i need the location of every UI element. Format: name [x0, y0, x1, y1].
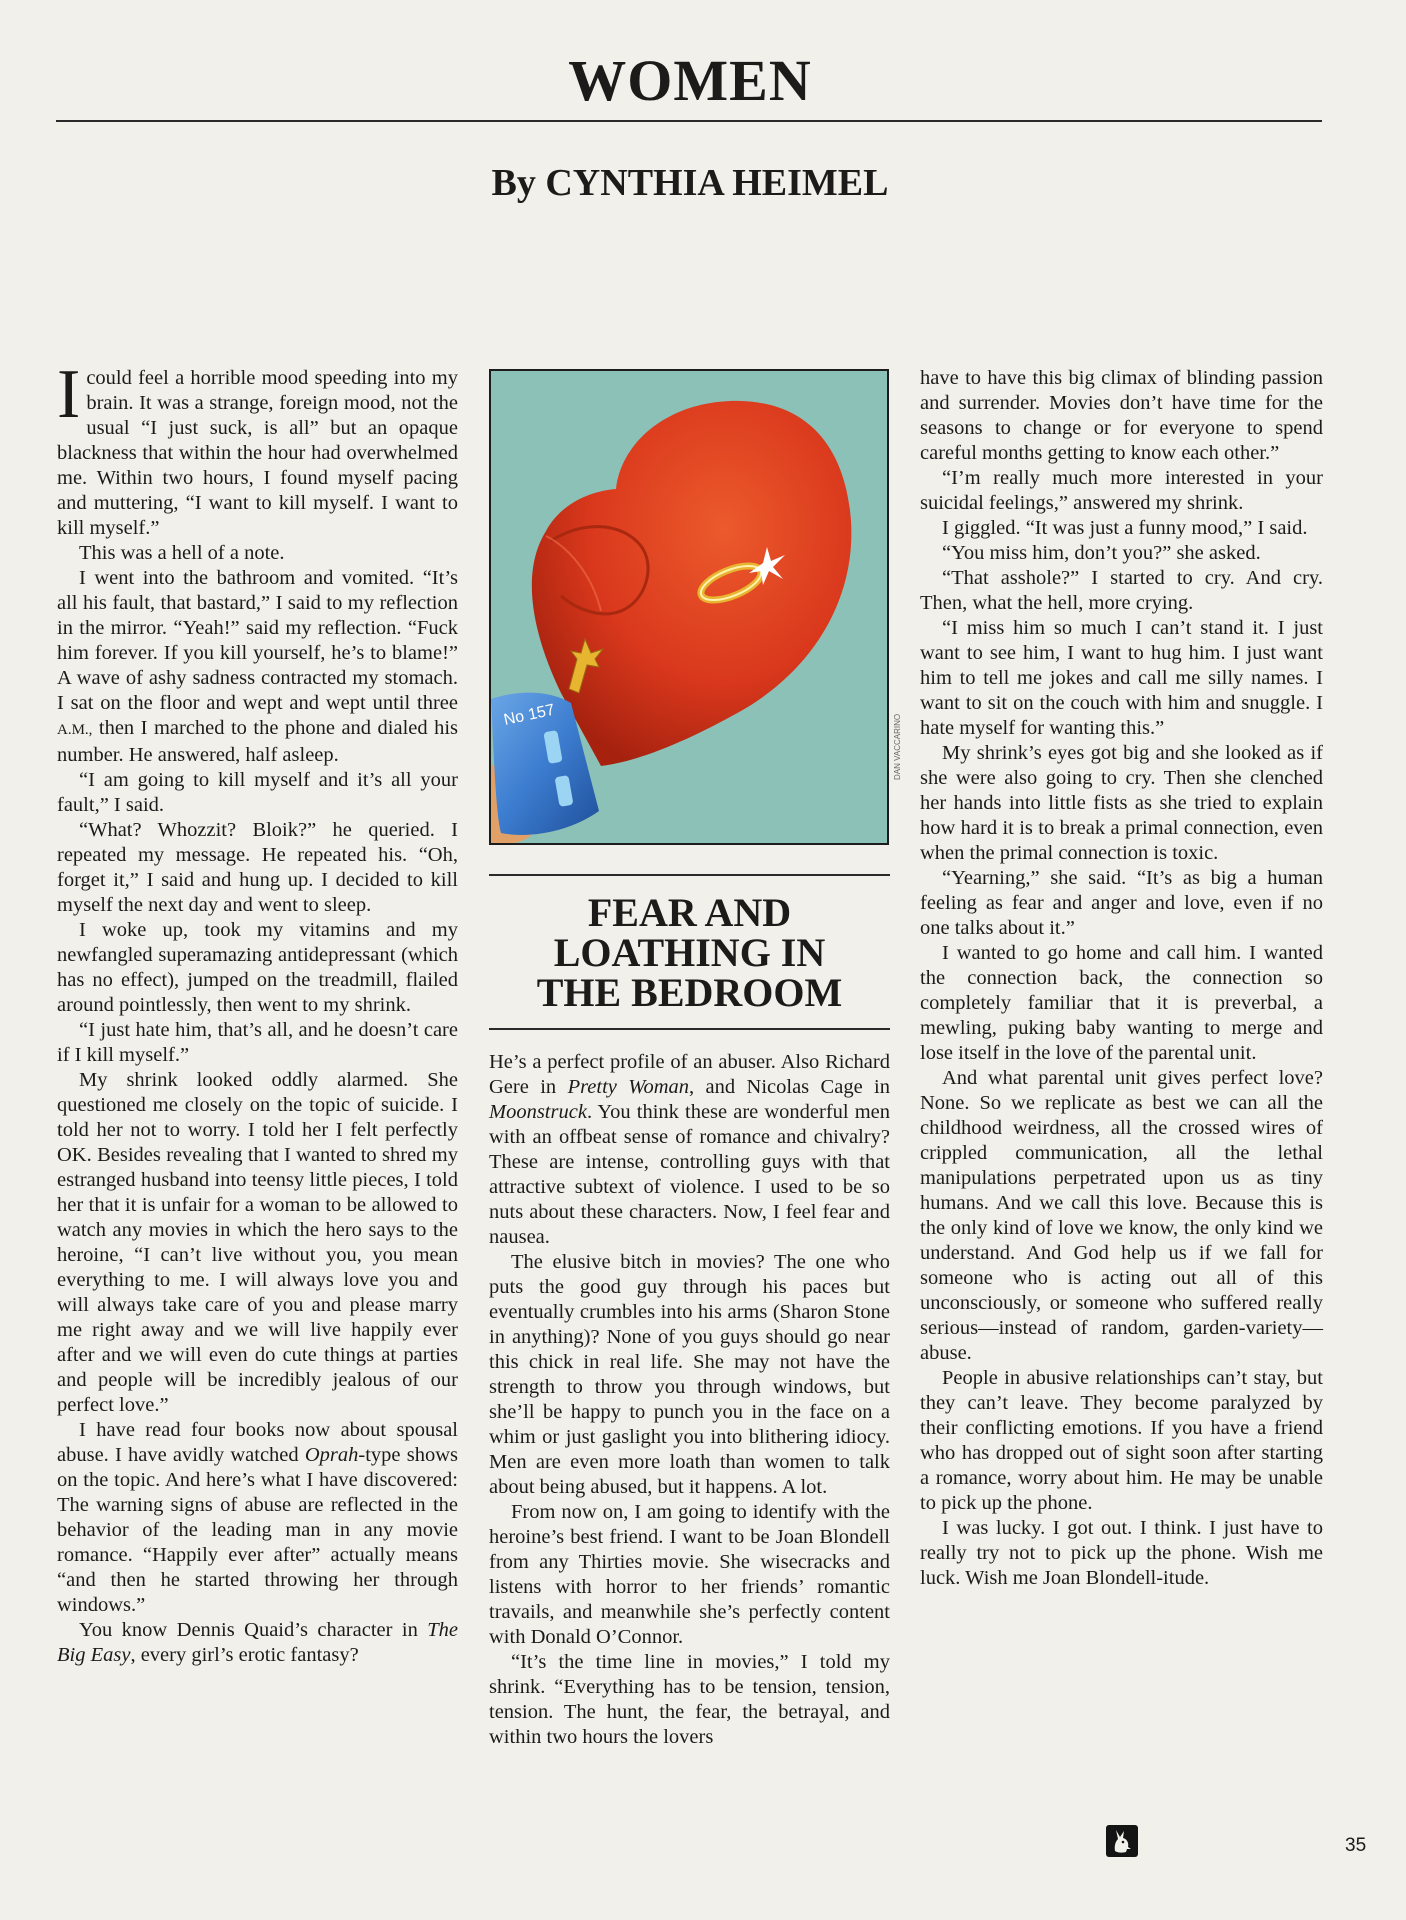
paragraph: This was a hell of a note. — [79, 542, 285, 564]
paragraph: have to have this big climax of blinding passion and surrender. Movies don’t have time for the seasons to change or for everyone to spend careful months getting to know each other.” — [920, 367, 1323, 464]
paragraph: I woke up, took my vitamins and my newfangled superamazing antidepressant (which has no effect), jumped on the treadmill, flailed around pointlessly, then went to my shrink. — [57, 919, 458, 1016]
paragraph: “I am going to kill myself and it’s all your fault,” I said. — [57, 769, 458, 816]
header-rule — [56, 120, 1322, 122]
paragraph: “What? Whozzit? Bloik?” he queried. I repeated my message. He repeated his. “Oh, forget it,” I said and hung up. I decided to kill myself the next day and went to sleep. — [57, 819, 458, 916]
boxing-glove-illustration — [489, 369, 889, 845]
headline-rule-top — [489, 874, 890, 876]
right-column — [920, 366, 1323, 1591]
paragraph: I giggled. “It was just a funny mood,” I said. — [942, 517, 1308, 539]
paragraph: “I’m really much more interested in your suicidal feelings,” answered my shrink. — [920, 467, 1323, 514]
byline: By CYNTHIA HEIMEL — [491, 162, 889, 204]
paragraph: People in abusive relationships can’t stay, but they can’t leave. They become paralyzed by their conflicting emotions. If you have a friend who has dropped out of sight soon after starting a romance, worry about him. He may be unable to pick up the phone. — [920, 1367, 1323, 1514]
paragraph: “That asshole?” I started to cry. And cry. Then, what the hell, more crying. — [920, 567, 1323, 614]
paragraph: “I just hate him, that’s all, and he doesn’t care if I kill myself.” — [57, 1019, 458, 1066]
paragraph: I wanted to go home and call him. I wanted the connection back, the connection so completely familiar that it is preverbal, a mewling, puking baby wanting to merge and lose itself in the love of the parental unit. — [920, 942, 1323, 1064]
illustration-credit: DAN VACCARINO — [893, 713, 902, 780]
paragraph: I have read four books now about spousal abuse. I have avidly watched Oprah-type shows on the topic. And here’s what I have discovered: The warning signs of abuse are reflected in the behavior of the leading man in any movie romance. “Happily ever after” actually means “and then he started throwing her through windows.” — [57, 1419, 458, 1616]
paragraph: And what parental unit gives perfect love? None. So we replicate as best we can all the childhood weirdness, all the crossed wires of crippled communication, all the lethal manipulations perpetrated upon us as tiny humans. And we call this love. Because this is the only kind of love we know, the only kind we understand. And God help us if we fall for someone who is acting out all of this unconsciously, or someone who suffered really serious—instead of random, garden-variety—abuse. — [920, 1067, 1323, 1364]
paragraph: You know Dennis Quaid’s character in The Big Easy, every girl’s erotic fantasy? — [57, 1619, 459, 1666]
headline-rule-bottom — [489, 1028, 890, 1030]
left-column — [57, 356, 459, 1668]
page-number: 35 — [1345, 1835, 1367, 1856]
section-title: WOMEN — [568, 48, 812, 113]
paragraph: My shrink’s eyes got big and she looked as if she were also going to cry. Then she clenched her hands into little fists as she tried to explain how hard it is to break a primal connection, even when the primal connection is toxic. — [920, 742, 1323, 864]
middle-column — [489, 1050, 890, 1750]
paragraph: I went into the bathroom and vomited. “It’s all his fault, that bastard,” I said to my reflection in the mirror. “Yeah!” said my reflection. “Fuck him forever. If you kill yourself, he’s to blame!” A wave of ashy sadness contracted my stomach. I sat on the floor and wept and wept until three A.M., then I marched to the phone and dialed his number. He answered, half asleep. — [57, 567, 459, 766]
paragraph: I was lucky. I got out. I think. I just have to really try not to pick up the phone. Wish me luck. Wish me Joan Blondell-itude. — [920, 1517, 1323, 1589]
boxing-glove-with-halo-icon — [491, 371, 887, 843]
paragraph: From now on, I am going to identify with the heroine’s best friend. I want to be Joan Blondell from any Thirties movie. She wisecracks and listens with horror to her friends’ romantic travails, and meanwhile she’s perfectly content with Donald O’Connor. — [489, 1501, 890, 1648]
paragraph: “It’s the time line in movies,” I told my shrink. “Everything has to be tension, tension, tension. The hunt, the fear, the betrayal, and within two hours the lovers — [489, 1651, 890, 1748]
paragraph: “You miss him, don’t you?” she asked. — [942, 542, 1261, 564]
opening-paragraph: I could feel a horrible mood speeding into my brain. It was a strange, foreign mood, not the usual “I just suck, is all” but an opaque blackness that within the hour had overwhelmed me. Within two hours, I found myself pacing and muttering, “I want to kill myself. I want to kill myself.” — [57, 356, 458, 539]
cuff-label: No 157 — [502, 701, 557, 729]
paragraph: “I miss him so much I can’t stand it. I just want to see him, I want to hug him. I just want him to tell me jokes and call me silly names. I want to sit on the couch with him and snuggle. I hate myself for wanting this.” — [920, 617, 1323, 739]
paragraph: The elusive bitch in movies? The one who puts the good guy through his paces but eventually crumbles into his arms (Sharon Stone in anything)? None of you guys should go near this chick in real life. She may not have the strength to throw you through windows, but she’ll be happy to punch you in the face on a whim or just gaslight you into blithering idiocy. Men are even more loath than women to talk about being abused, but it happens. A lot. — [489, 1251, 890, 1498]
rabbit-head-logo-icon — [1106, 1825, 1138, 1857]
paragraph: He’s a perfect profile of an abuser. Also Richard Gere in Pretty Woman, and Nicolas Cage in Moonstruck. You think these are wonderful men with an offbeat sense of romance and chivalry? These are intense, controlling guys with that attractive subtext of violence. I used to be so nuts about these characters. Now, I feel fear and nausea. — [489, 1051, 890, 1248]
article-headline: FEAR AND LOATHING IN THE BEDROOM — [536, 890, 843, 1015]
paragraph: “Yearning,” she said. “It’s as big a human feeling as fear and anger and love, even if no one talks about it.” — [920, 867, 1323, 939]
drop-cap: I — [57, 356, 81, 433]
paragraph: My shrink looked oddly alarmed. She questioned me closely on the topic of suicide. I told her not to worry. I told her I felt perfectly OK. Besides revealing that I wanted to shred my estranged husband into teensy little pieces, I told her that it is unfair for a woman to be allowed to watch any movies in which the hero says to the heroine, “I can’t live without you, you mean everything to me. I will always love you and will always take care of you and please marry me right away and we will live happily ever after and we will even do cute things at parties and people will be incredibly jealous of our perfect love.” — [57, 1069, 458, 1416]
